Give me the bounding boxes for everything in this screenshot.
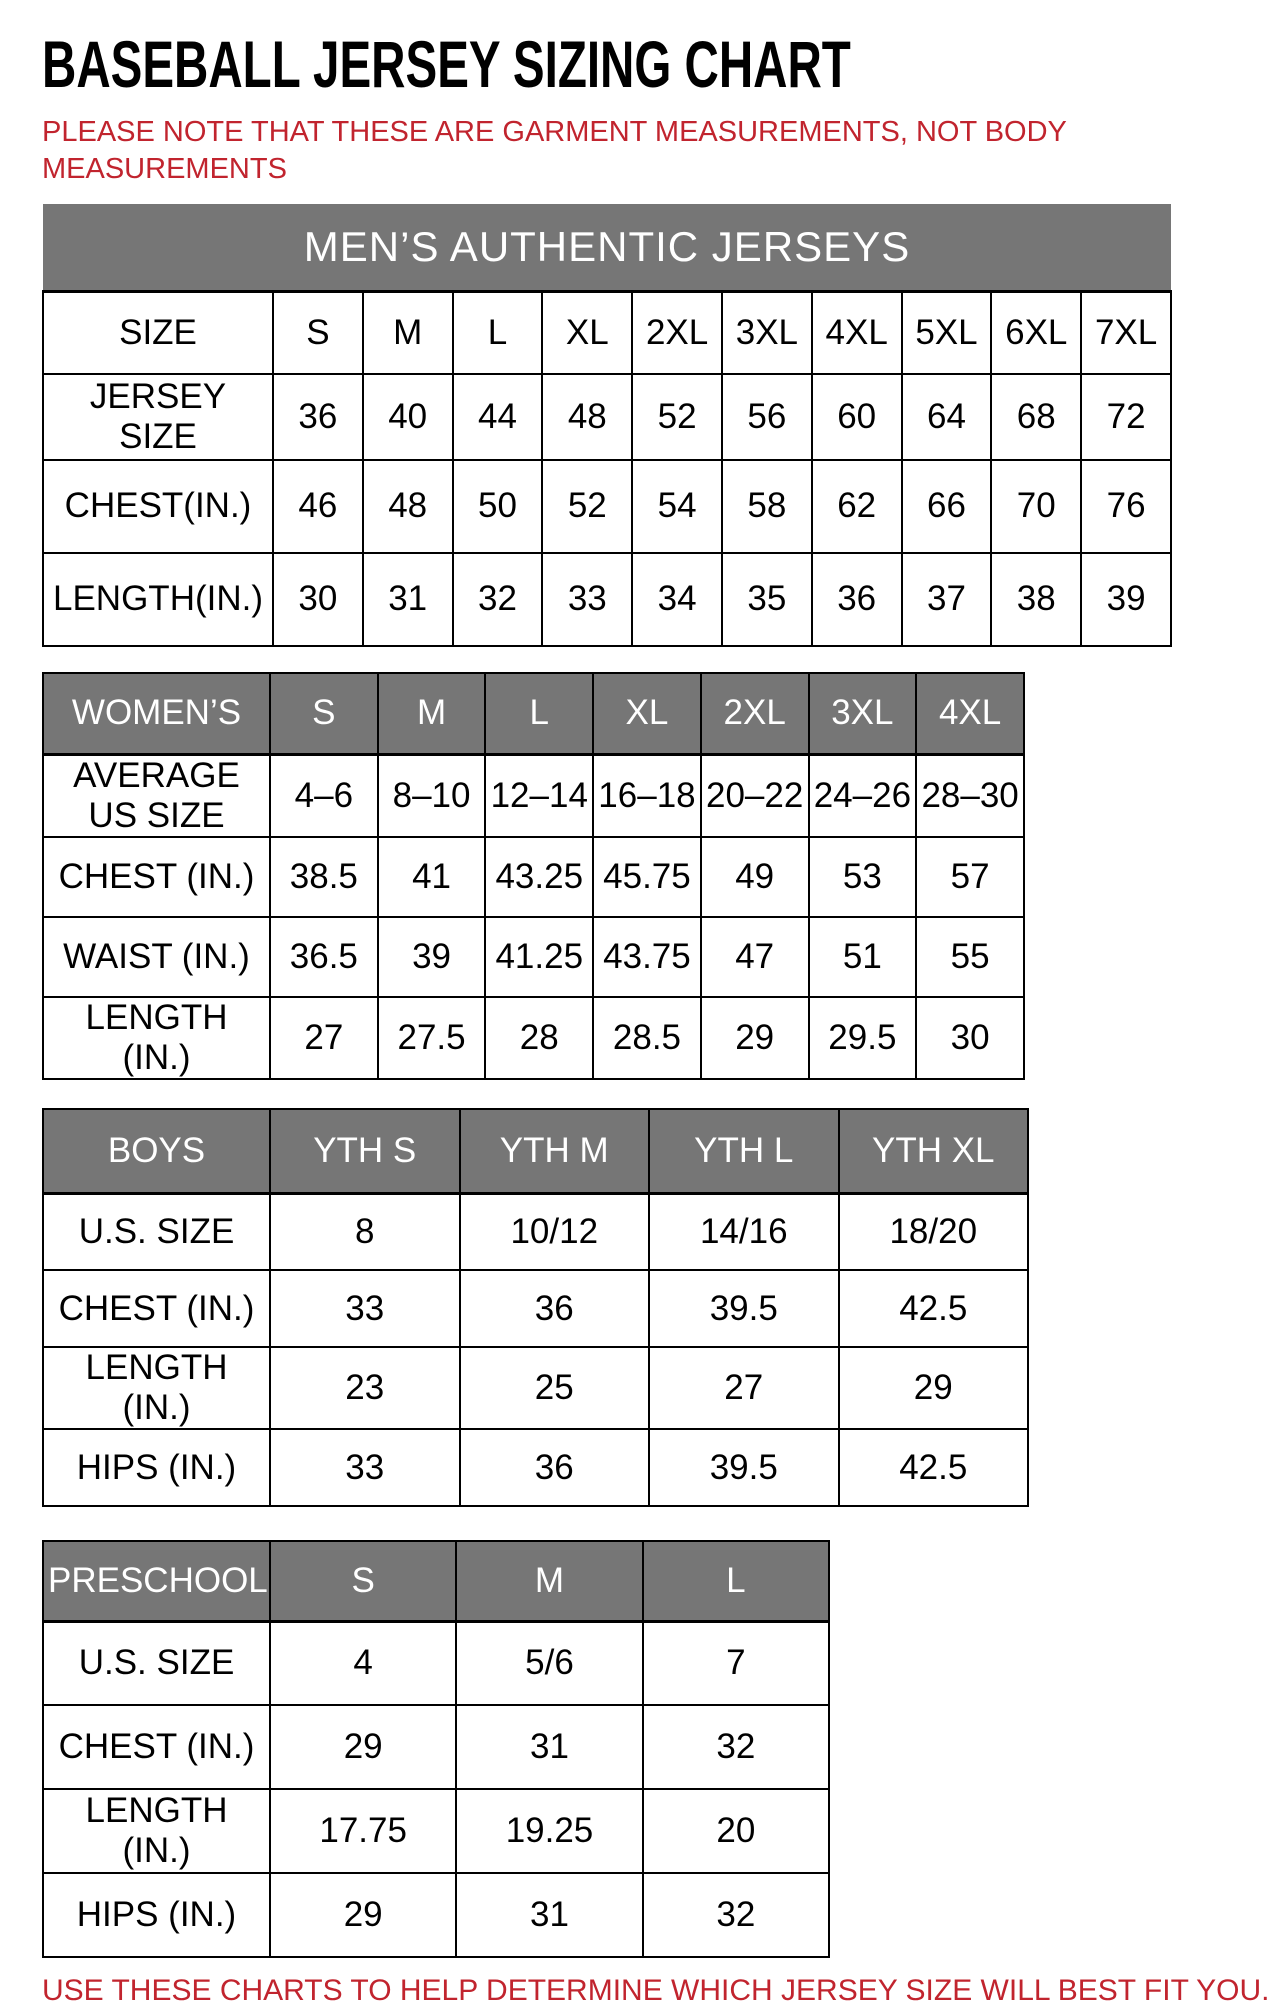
boys-value-cell: 33: [270, 1429, 460, 1506]
boys-sizing-table: [42, 1108, 1029, 1507]
men-value-cell: 48: [542, 374, 632, 460]
women-value-cell: 57: [916, 837, 1024, 917]
men-value-cell: 72: [1081, 374, 1171, 460]
men-value-cell: 2XL: [632, 292, 722, 374]
boys-header-row: [43, 1109, 1028, 1193]
men-value-cell: 52: [542, 460, 632, 553]
garment-measurements-note: [42, 114, 1220, 188]
men-value-cell: 56: [722, 374, 812, 460]
preschool-row-label: HIPS (IN.): [43, 1873, 270, 1957]
boys-value-cell: 33: [270, 1270, 460, 1347]
preschool-value-cell: 31: [456, 1873, 642, 1957]
men-value-cell: 6XL: [991, 292, 1081, 374]
women-value-cell: 47: [701, 917, 809, 997]
women-value-cell: 29: [701, 997, 809, 1079]
preschool-row-label: LENGTH (IN.): [43, 1789, 270, 1873]
women-value-cell: 28.5: [593, 997, 701, 1079]
footer-note: USE THESE CHARTS TO HELP DETERMINE WHICH JERSEY SIZE WILL BEST FIT YOU.: [42, 1974, 1270, 2007]
men-value-cell: 64: [902, 374, 992, 460]
women-row-label: WAIST (IN.): [43, 917, 270, 997]
women-group-label: WOMEN’S: [43, 673, 270, 755]
men-value-cell: 62: [812, 460, 902, 553]
women-row: [43, 997, 1024, 1079]
women-value-cell: 43.25: [485, 837, 593, 917]
boys-value-cell: 39.5: [649, 1270, 839, 1347]
men-value-cell: 40: [363, 374, 453, 460]
men-value-cell: 5XL: [902, 292, 992, 374]
preschool-group-label: PRESCHOOL: [43, 1541, 270, 1621]
boys-row-label: U.S. SIZE: [43, 1193, 270, 1270]
women-value-cell: 43.75: [593, 917, 701, 997]
women-row-label: LENGTH (IN.): [43, 997, 270, 1079]
preschool-row-label: U.S. SIZE: [43, 1621, 270, 1705]
men-row-label: LENGTH(IN.): [43, 553, 273, 646]
boys-value-cell: 39.5: [649, 1429, 839, 1506]
women-value-cell: 29.5: [809, 997, 917, 1079]
men-value-cell: 39: [1081, 553, 1171, 646]
women-value-cell: 27.5: [378, 997, 486, 1079]
men-header-row: [43, 204, 1171, 292]
boys-row-label: HIPS (IN.): [43, 1429, 270, 1506]
boys-row: [43, 1270, 1028, 1347]
preschool-row: [43, 1705, 829, 1789]
boys-row-label: LENGTH (IN.): [43, 1347, 270, 1429]
men-value-cell: 36: [273, 374, 363, 460]
women-value-cell: 28: [485, 997, 593, 1079]
men-row-label: SIZE: [43, 292, 273, 374]
men-value-cell: 34: [632, 553, 722, 646]
women-size-header: 3XL: [809, 673, 917, 755]
women-size-header: XL: [593, 673, 701, 755]
preschool-value-cell: 32: [643, 1705, 829, 1789]
men-value-cell: 68: [991, 374, 1081, 460]
women-value-cell: 4–6: [270, 755, 378, 838]
men-value-cell: 33: [542, 553, 632, 646]
men-value-cell: 50: [453, 460, 543, 553]
women-value-cell: 12–14: [485, 755, 593, 838]
boys-row: [43, 1429, 1028, 1506]
women-value-cell: 27: [270, 997, 378, 1079]
women-value-cell: 39: [378, 917, 486, 997]
men-value-cell: 76: [1081, 460, 1171, 553]
preschool-row: [43, 1873, 829, 1957]
women-header-row: [43, 673, 1024, 755]
men-value-cell: 31: [363, 553, 453, 646]
boys-size-header: YTH M: [460, 1109, 650, 1193]
men-value-cell: 54: [632, 460, 722, 553]
women-value-cell: 30: [916, 997, 1024, 1079]
women-value-cell: 20–22: [701, 755, 809, 838]
preschool-row: [43, 1789, 829, 1873]
boys-value-cell: 10/12: [460, 1193, 650, 1270]
boys-size-header: YTH L: [649, 1109, 839, 1193]
page-title: [0, 0, 1220, 100]
men-value-cell: 66: [902, 460, 992, 553]
women-size-header: 2XL: [701, 673, 809, 755]
women-row: [43, 837, 1024, 917]
preschool-value-cell: 7: [643, 1621, 829, 1705]
preschool-value-cell: 31: [456, 1705, 642, 1789]
women-value-cell: 41.25: [485, 917, 593, 997]
boys-value-cell: 14/16: [649, 1193, 839, 1270]
men-row-label: CHEST(IN.): [43, 460, 273, 553]
mens-sizing-table: [42, 204, 1172, 647]
preschool-size-header: M: [456, 1541, 642, 1621]
women-value-cell: 16–18: [593, 755, 701, 838]
boys-row-label: CHEST (IN.): [43, 1270, 270, 1347]
men-value-cell: 35: [722, 553, 812, 646]
women-value-cell: 49: [701, 837, 809, 917]
preschool-value-cell: 29: [270, 1705, 456, 1789]
boys-size-header: YTH XL: [839, 1109, 1029, 1193]
women-value-cell: 41: [378, 837, 486, 917]
boys-value-cell: 36: [460, 1270, 650, 1347]
men-value-cell: 37: [902, 553, 992, 646]
boys-value-cell: 27: [649, 1347, 839, 1429]
men-value-cell: XL: [542, 292, 632, 374]
men-value-cell: 36: [812, 553, 902, 646]
boys-value-cell: 42.5: [839, 1429, 1029, 1506]
men-value-cell: 44: [453, 374, 543, 460]
men-row: [43, 460, 1171, 553]
men-banner: MEN’S AUTHENTIC JERSEYS: [43, 204, 1171, 292]
preschool-row: [43, 1621, 829, 1705]
men-value-cell: 3XL: [722, 292, 812, 374]
women-value-cell: 28–30: [916, 755, 1024, 838]
men-value-cell: 32: [453, 553, 543, 646]
boys-value-cell: 18/20: [839, 1193, 1029, 1270]
men-value-cell: 30: [273, 553, 363, 646]
womens-sizing-table: [42, 672, 1025, 1081]
men-row: [43, 553, 1171, 646]
boys-value-cell: 29: [839, 1347, 1029, 1429]
men-value-cell: 7XL: [1081, 292, 1171, 374]
women-value-cell: 8–10: [378, 755, 486, 838]
preschool-sizing-table: [42, 1540, 830, 1958]
men-value-cell: 58: [722, 460, 812, 553]
men-row: [43, 292, 1171, 374]
women-size-header: L: [485, 673, 593, 755]
women-row: [43, 755, 1024, 838]
preschool-header-row: [43, 1541, 829, 1621]
boys-value-cell: 25: [460, 1347, 650, 1429]
women-value-cell: 53: [809, 837, 917, 917]
men-row: [43, 374, 1171, 460]
women-row-label: CHEST (IN.): [43, 837, 270, 917]
page-title-text: BASEBALL JERSEY SIZING CHART: [42, 27, 851, 101]
boys-value-cell: 36: [460, 1429, 650, 1506]
boys-row: [43, 1347, 1028, 1429]
preschool-value-cell: 17.75: [270, 1789, 456, 1873]
preschool-size-header: L: [643, 1541, 829, 1621]
preschool-value-cell: 4: [270, 1621, 456, 1705]
women-row-label: AVERAGE US SIZE: [43, 755, 270, 838]
women-size-header: M: [378, 673, 486, 755]
women-row: [43, 917, 1024, 997]
women-value-cell: 51: [809, 917, 917, 997]
men-value-cell: S: [273, 292, 363, 374]
men-value-cell: L: [453, 292, 543, 374]
preschool-value-cell: 5/6: [456, 1621, 642, 1705]
preschool-value-cell: 29: [270, 1873, 456, 1957]
note-line-2: MEASUREMENTS: [42, 153, 287, 185]
preschool-value-cell: 19.25: [456, 1789, 642, 1873]
boys-size-header: YTH S: [270, 1109, 460, 1193]
men-value-cell: M: [363, 292, 453, 374]
men-value-cell: 48: [363, 460, 453, 553]
men-value-cell: 4XL: [812, 292, 902, 374]
boys-group-label: BOYS: [43, 1109, 270, 1193]
women-value-cell: 36.5: [270, 917, 378, 997]
women-value-cell: 24–26: [809, 755, 917, 838]
preschool-row-label: CHEST (IN.): [43, 1705, 270, 1789]
women-size-header: 4XL: [916, 673, 1024, 755]
men-value-cell: 70: [991, 460, 1081, 553]
women-value-cell: 38.5: [270, 837, 378, 917]
preschool-value-cell: 20: [643, 1789, 829, 1873]
women-size-header: S: [270, 673, 378, 755]
boys-value-cell: 23: [270, 1347, 460, 1429]
boys-value-cell: 42.5: [839, 1270, 1029, 1347]
preschool-size-header: S: [270, 1541, 456, 1621]
men-value-cell: 38: [991, 553, 1081, 646]
boys-row: [43, 1193, 1028, 1270]
men-row-label: JERSEY SIZE: [43, 374, 273, 460]
men-value-cell: 46: [273, 460, 363, 553]
women-value-cell: 55: [916, 917, 1024, 997]
boys-value-cell: 8: [270, 1193, 460, 1270]
women-value-cell: 45.75: [593, 837, 701, 917]
men-value-cell: 52: [632, 374, 722, 460]
men-value-cell: 60: [812, 374, 902, 460]
note-line-1: PLEASE NOTE THAT THESE ARE GARMENT MEASUREMENTS, NOT BODY: [42, 116, 1067, 148]
preschool-value-cell: 32: [643, 1873, 829, 1957]
